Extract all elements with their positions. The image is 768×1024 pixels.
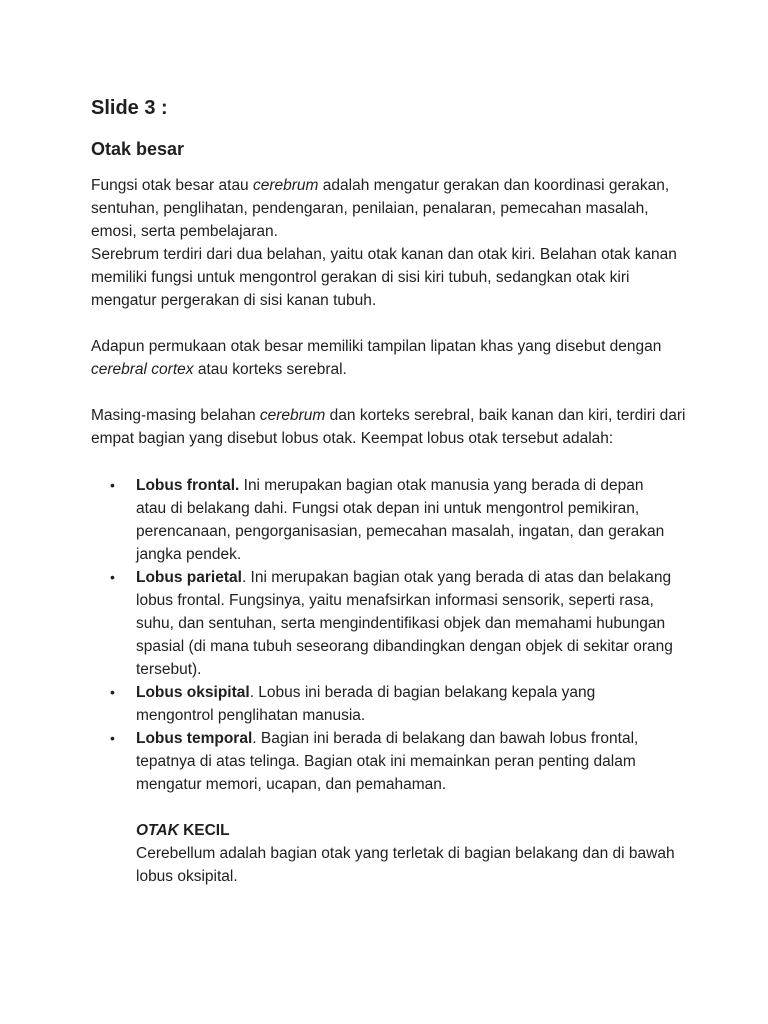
lobes-intro-italic: cerebrum — [259, 407, 326, 424]
lobe-description: . Ini merupakan bagian otak yang berada di atas dan belakang lobus frontal. Fungsinya, yaitu menafsirkan informasi sensorik, seperti rasa, suhu, dan sentuhan, serta mengindentifikasi objek dan memahami hubungan spasial (di mana tubuh seseorang dibandingkan dengan objek di sekitar orang tersebut). — [136, 569, 673, 678]
lobe-name: Lobus frontal. — [136, 477, 240, 494]
intro-paragraph — [91, 174, 691, 243]
bullet-icon: • — [110, 684, 115, 700]
cerebrum-halves-paragraph: Serebrum terdiri dari dua belahan, yaitu otak kanan dan otak kiri. Belahan otak kanan memiliki fungsi untuk mengontrol gerakan di sisi kiri tubuh, sedangkan otak kiri mengatur pergerakan di sisi kanan tubuh. — [91, 246, 677, 309]
lobe-description: . Bagian ini berada di belakang dan bawah lobus frontal, tepatnya di atas telinga. Bagian otak ini memainkan peran penting dalam mengatur memori, ucapan, dan pemahaman. — [136, 730, 639, 793]
cerebellum-heading-italic: OTAK — [136, 822, 179, 839]
lobes-intro-before: Masing-masing belahan — [91, 407, 260, 424]
bullet-icon: • — [110, 569, 115, 585]
bullet-icon: • — [110, 730, 115, 746]
slide-title: Slide 3 : — [91, 97, 168, 119]
lobe-name: Lobus oksipital — [136, 684, 250, 701]
list-item — [110, 474, 676, 566]
intro-term-italic: cerebrum — [253, 177, 319, 194]
intro-text-after: adalah mengatur gerakan dan koordinasi gerakan, sentuhan, penglihatan, pendengaran, penilaian, penalaran, pemecahan masalah, emosi, serta pembelajaran. — [91, 177, 670, 240]
document-page — [91, 94, 691, 888]
cortex-paragraph — [91, 335, 691, 381]
cerebellum-section — [136, 819, 681, 888]
cortex-term-italic: cerebral cortex — [91, 361, 194, 378]
intro-text-before: Fungsi otak besar atau — [91, 177, 253, 194]
cerebellum-heading-rest: KECIL — [178, 822, 230, 839]
list-item — [110, 681, 676, 727]
lobes-list — [91, 474, 691, 796]
lobes-intro-after: dan korteks serebral, baik kanan dan kiri, terdiri dari empat bagian yang disebut lobus otak. Keempat lobus otak tersebut adalah: — [91, 407, 686, 447]
cerebellum-heading — [136, 819, 681, 842]
section-title: Otak besar — [91, 139, 185, 159]
list-item — [110, 727, 676, 796]
bullet-icon: • — [110, 477, 115, 493]
lobe-name: Lobus temporal — [136, 730, 253, 747]
list-item — [110, 566, 676, 681]
lobe-description: . Lobus ini berada di bagian belakang kepala yang mengontrol penglihatan manusia. — [136, 684, 596, 724]
lobe-description: Ini merupakan bagian otak manusia yang berada di depan atau di belakang dahi. Fungsi otak depan ini untuk mengontrol pemikiran, perencanaan, pengorganisasian, pemecahan masalah, ingatan, dan gerakan jangka pendek. — [136, 477, 665, 563]
lobe-name: Lobus parietal — [136, 569, 242, 586]
cortex-text-before: Adapun permukaan otak besar memiliki tampilan lipatan khas yang disebut dengan — [91, 338, 662, 355]
cortex-text-after: atau korteks serebral. — [193, 361, 347, 378]
lobes-intro-paragraph — [91, 404, 691, 450]
cerebellum-paragraph: Cerebellum adalah bagian otak yang terletak di bagian belakang dan di bawah lobus oksipital. — [136, 845, 675, 885]
